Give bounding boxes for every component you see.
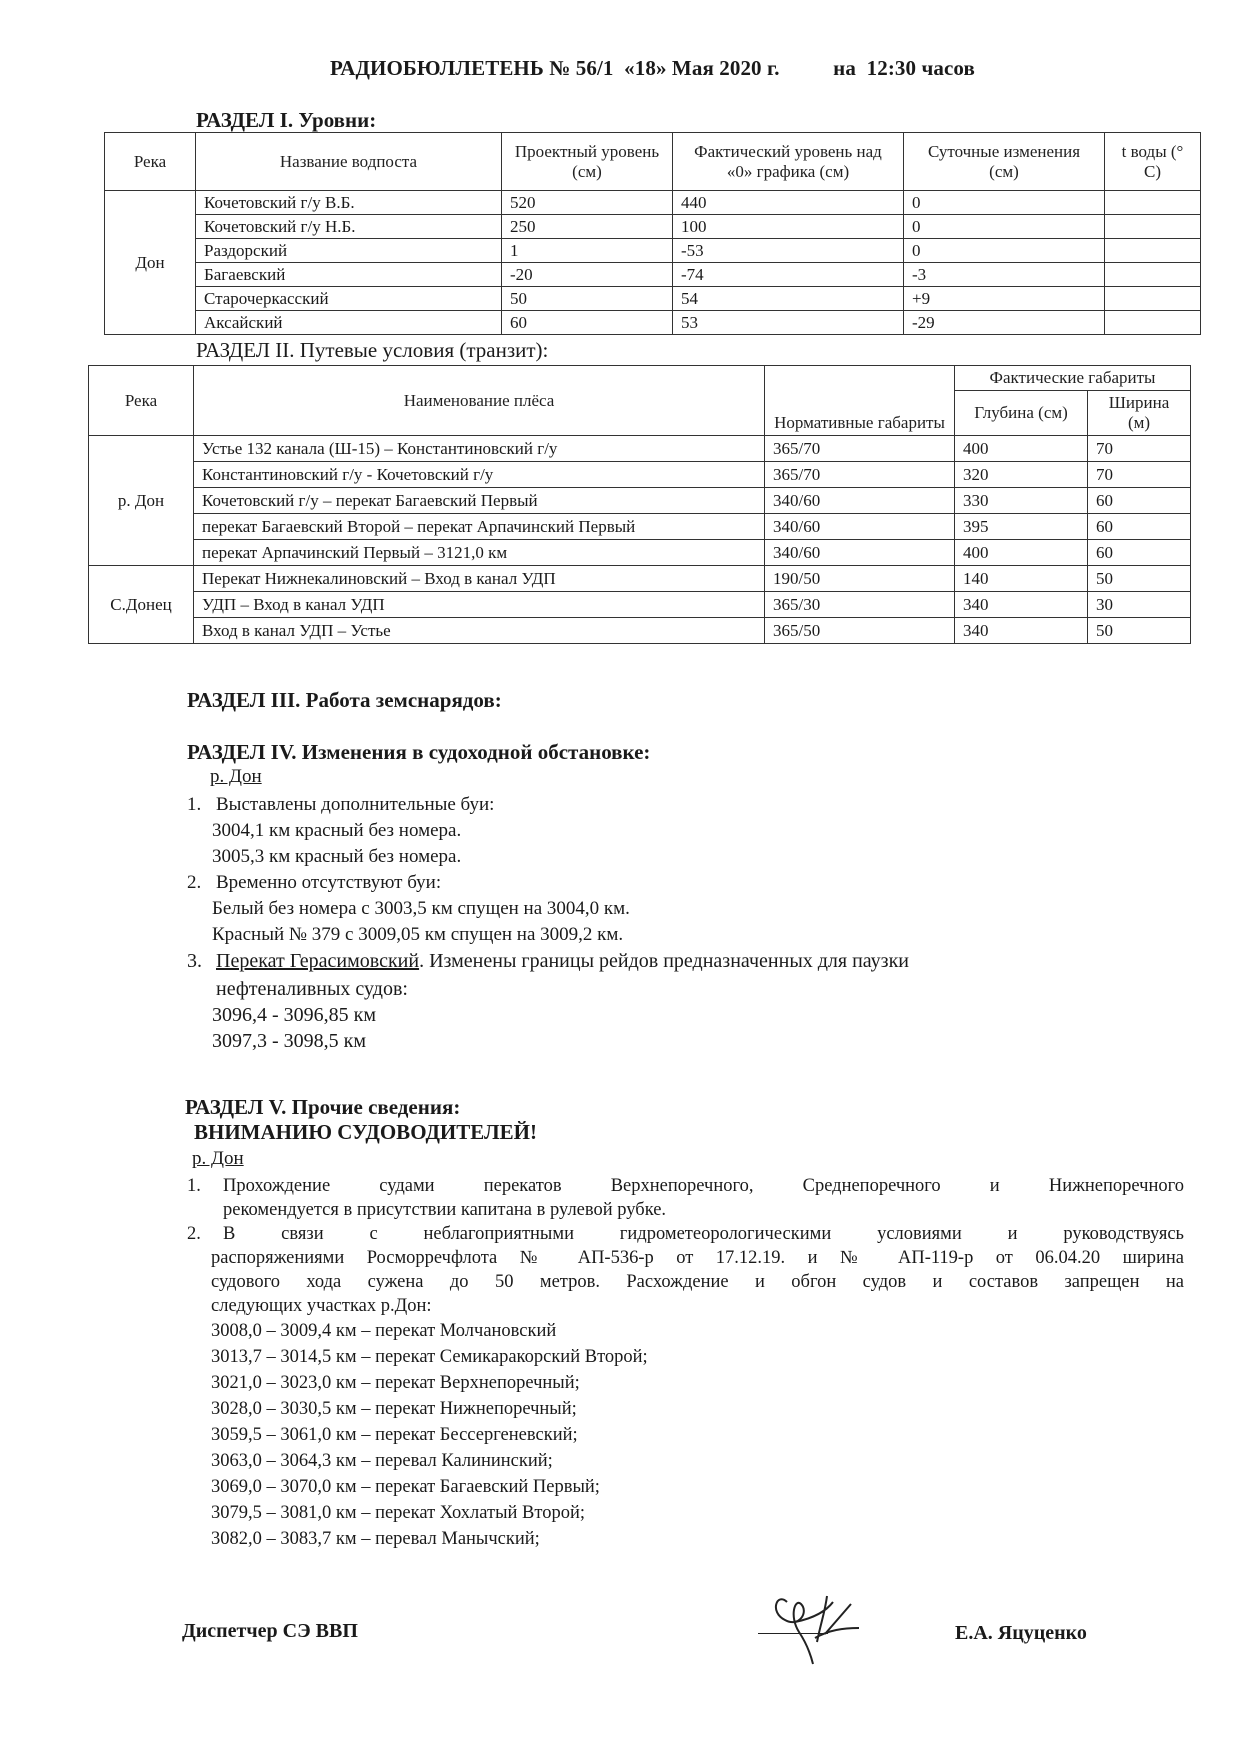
table-row <box>105 311 1201 335</box>
design-cell: 50 <box>502 287 673 311</box>
depth-cell: 400 <box>955 540 1088 566</box>
section3-heading: РАЗДЕЛ III. Работа земснарядов: <box>187 688 502 712</box>
reach-cell: Константиновский г/у - Кочетовский г/у <box>194 462 765 488</box>
width-cell: 70 <box>1088 436 1191 462</box>
item-text: Выставлены дополнительные буи: <box>216 794 495 815</box>
change-cell: 0 <box>904 215 1105 239</box>
levels-header-post: Название водпоста <box>196 133 502 191</box>
actual-cell: -53 <box>673 239 904 263</box>
table-row <box>89 514 1191 540</box>
attention-heading: ВНИМАНИЮ СУДОВОДИТЕЛЕЙ! <box>194 1120 537 1144</box>
width-cell: 60 <box>1088 488 1191 514</box>
item-number: 2. <box>187 872 202 893</box>
depth-cell: 400 <box>955 436 1088 462</box>
item-line: рекомендуется в присутствии капитана в рулевой рубке. <box>223 1200 667 1220</box>
levels-header-design: Проектный уровень (см) <box>502 133 673 191</box>
table-row <box>105 239 1201 263</box>
site-item: 3059,5 – 3061,0 км – перекат Бессергеневский; <box>211 1425 578 1445</box>
levels-header-temp: t воды (° С) <box>1105 133 1201 191</box>
site-item: 3008,0 – 3009,4 км – перекат Молчановский <box>211 1321 557 1341</box>
list-item <box>187 1174 1184 1198</box>
route-header-river: Река <box>89 366 194 436</box>
site-item: 3079,5 – 3081,0 км – перекат Хохлатый Второй; <box>211 1503 586 1523</box>
change-cell: 0 <box>904 239 1105 263</box>
norm-cell: 340/60 <box>765 540 955 566</box>
temp-cell <box>1105 263 1201 287</box>
levels-header-actual: Фактический уровень над «0» графика (см) <box>673 133 904 191</box>
item-line: судового хода сужена до 50 метров. Расхождение и обгон судов и составов запрещен на <box>211 1272 1184 1292</box>
route-header-reach: Наименование плёса <box>194 366 765 436</box>
section4-heading: РАЗДЕЛ IV. Изменения в судоходной обстановке: <box>187 740 651 764</box>
section5-list <box>187 1174 1184 1552</box>
design-cell: 1 <box>502 239 673 263</box>
route-river-cell: р. Дон <box>89 436 194 566</box>
dispatcher-name: Е.А. Яцуценко <box>955 1622 1087 1644</box>
reach-cell: Перекат Нижнекалиновский – Вход в канал УДП <box>194 566 765 592</box>
dispatcher-position: Диспетчер СЭ ВВП <box>182 1620 358 1642</box>
reach-cell: перекат Арпачинский Первый – 3121,0 км <box>194 540 765 566</box>
item-line: распоряжениями Росморречфлота № АП-536-р от 17.12.19. и № АП-119-р от 06.04.20 ширина <box>211 1248 1184 1268</box>
item-text: . Изменены границы рейдов предназначенных для паузки <box>419 950 909 972</box>
change-cell: -29 <box>904 311 1105 335</box>
levels-header-river: Река <box>105 133 196 191</box>
reach-cell: УДП – Вход в канал УДП <box>194 592 765 618</box>
site-list <box>211 1318 1184 1552</box>
temp-cell <box>1105 287 1201 311</box>
reach-cell: Вход в канал УДП – Устье <box>194 618 765 644</box>
item-number: 3. <box>187 950 202 972</box>
reach-cell: Кочетовский г/у – перекат Багаевский Первый <box>194 488 765 514</box>
table-row <box>89 618 1191 644</box>
site-item: 3028,0 – 3030,5 км – перекат Нижнепоречный; <box>211 1399 577 1419</box>
change-cell: -3 <box>904 263 1105 287</box>
item-line: 3004,1 км красный без номера. <box>212 820 462 841</box>
site-item: 3021,0 – 3023,0 км – перекат Верхнепоречный; <box>211 1373 580 1393</box>
table-row <box>89 436 1191 462</box>
section5-heading: РАЗДЕЛ V. Прочие сведения: <box>185 1095 461 1119</box>
design-cell: 250 <box>502 215 673 239</box>
table-row <box>105 215 1201 239</box>
route-river-cell: С.Донец <box>89 566 194 644</box>
reach-cell: перекат Багаевский Второй – перекат Арпачинский Первый <box>194 514 765 540</box>
depth-cell: 330 <box>955 488 1088 514</box>
route-header-depth: Глубина (см) <box>955 391 1088 436</box>
section1-heading: РАЗДЕЛ I. Уровни: <box>196 108 377 132</box>
site-item: 3063,0 – 3064,3 км – перевал Калининский; <box>211 1451 553 1471</box>
item-place: Перекат Герасимовский <box>216 950 420 972</box>
table-row <box>89 488 1191 514</box>
item-line: 3005,3 км красный без номера. <box>212 846 462 867</box>
table-row <box>89 540 1191 566</box>
table-row <box>89 462 1191 488</box>
site-item: 3013,7 – 3014,5 км – перекат Семикаракорский Второй; <box>211 1347 648 1367</box>
section4-list <box>187 792 1107 1054</box>
norm-cell: 365/70 <box>765 462 955 488</box>
item-line: 3096,4 - 3096,85 км <box>212 1004 377 1026</box>
temp-cell <box>1105 239 1201 263</box>
bulletin-title: РАДИОБЮЛЛЕТЕНЬ № 56/1 «18» Мая 2020 г. на 12:30 часов <box>330 56 975 80</box>
post-cell: Багаевский <box>196 263 502 287</box>
table-row <box>105 263 1201 287</box>
item-number: 1. <box>187 1176 201 1196</box>
actual-cell: 54 <box>673 287 904 311</box>
list-item <box>187 1222 1184 1246</box>
actual-cell: 440 <box>673 191 904 215</box>
norm-cell: 340/60 <box>765 488 955 514</box>
list-item <box>187 792 1107 818</box>
width-cell: 30 <box>1088 592 1191 618</box>
post-cell: Кочетовский г/у Н.Б. <box>196 215 502 239</box>
signature-underline <box>758 1633 828 1634</box>
width-cell: 50 <box>1088 618 1191 644</box>
post-cell: Раздорский <box>196 239 502 263</box>
temp-cell <box>1105 191 1201 215</box>
route-table <box>88 365 1191 644</box>
design-cell: 60 <box>502 311 673 335</box>
signature-icon <box>755 1582 875 1672</box>
post-cell: Кочетовский г/у В.Б. <box>196 191 502 215</box>
design-cell: 520 <box>502 191 673 215</box>
reach-cell: Устье 132 канала (Ш-15) – Константиновский г/у <box>194 436 765 462</box>
norm-cell: 365/70 <box>765 436 955 462</box>
actual-cell: 100 <box>673 215 904 239</box>
list-item <box>187 870 1107 896</box>
temp-cell <box>1105 215 1201 239</box>
route-header-norm: Нормативные габариты <box>765 366 955 436</box>
design-cell: -20 <box>502 263 673 287</box>
section2-heading: РАЗДЕЛ II. Путевые условия (транзит): <box>196 338 549 362</box>
depth-cell: 320 <box>955 462 1088 488</box>
width-cell: 70 <box>1088 462 1191 488</box>
change-cell: +9 <box>904 287 1105 311</box>
section4-river: р. Дон <box>210 766 262 787</box>
actual-cell: 53 <box>673 311 904 335</box>
change-cell: 0 <box>904 191 1105 215</box>
levels-table <box>104 132 1201 335</box>
post-cell: Старочеркасский <box>196 287 502 311</box>
table-row <box>89 566 1191 592</box>
levels-header-change: Суточные изменения (см) <box>904 133 1105 191</box>
actual-cell: -74 <box>673 263 904 287</box>
site-item: 3069,0 – 3070,0 км – перекат Багаевский Первый; <box>211 1477 600 1497</box>
levels-river-cell: Дон <box>105 191 196 335</box>
item-text: Временно отсутствуют буи: <box>216 872 442 893</box>
item-line: Прохождение судами перекатов Верхнепоречного, Среднепоречного и Нижнепоречного <box>223 1176 1184 1196</box>
depth-cell: 140 <box>955 566 1088 592</box>
item-line: 3097,3 - 3098,5 км <box>212 1030 367 1052</box>
depth-cell: 395 <box>955 514 1088 540</box>
depth-cell: 340 <box>955 592 1088 618</box>
table-row <box>105 287 1201 311</box>
list-item <box>187 948 1107 976</box>
table-row <box>105 191 1201 215</box>
post-cell: Аксайский <box>196 311 502 335</box>
item-line: В связи с неблагоприятными гидрометеорологическими условиями и руководствуясь <box>223 1224 1184 1244</box>
site-item: 3082,0 – 3083,7 км – перевал Манычский; <box>211 1529 540 1549</box>
route-header-width: Ширина (м) <box>1088 391 1191 436</box>
item-line: нефтеналивных судов: <box>216 978 408 1000</box>
norm-cell: 365/50 <box>765 618 955 644</box>
item-number: 2. <box>187 1224 201 1244</box>
section5-river: р. Дон <box>192 1148 244 1169</box>
width-cell: 60 <box>1088 540 1191 566</box>
item-line: Красный № 379 с 3009,05 км спущен на 3009,2 км. <box>212 924 624 945</box>
item-number: 1. <box>187 794 202 815</box>
item-line: следующих участках р.Дон: <box>211 1296 432 1316</box>
norm-cell: 340/60 <box>765 514 955 540</box>
width-cell: 50 <box>1088 566 1191 592</box>
norm-cell: 190/50 <box>765 566 955 592</box>
temp-cell <box>1105 311 1201 335</box>
norm-cell: 365/30 <box>765 592 955 618</box>
table-row <box>89 592 1191 618</box>
depth-cell: 340 <box>955 618 1088 644</box>
item-line: Белый без номера с 3003,5 км спущен на 3004,0 км. <box>212 898 630 919</box>
route-header-actual: Фактические габариты <box>955 366 1191 391</box>
width-cell: 60 <box>1088 514 1191 540</box>
